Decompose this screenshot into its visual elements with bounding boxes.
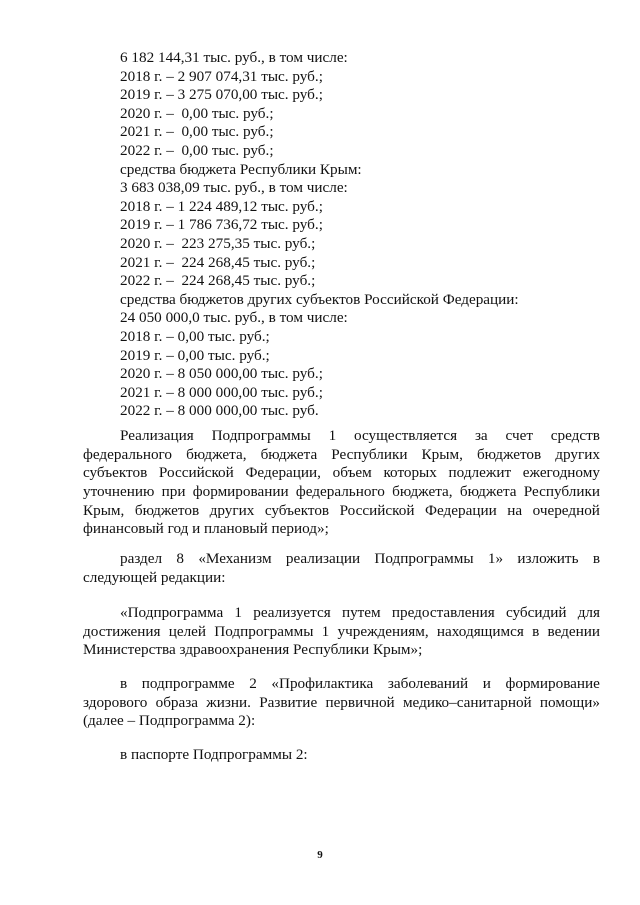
other-year-2022: 2022 г. – 8 000 000,00 тыс. руб.: [120, 402, 319, 420]
federal-year-2019: 2019 г. – 3 275 070,00 тыс. руб.;: [120, 86, 323, 104]
word: 2: [249, 675, 257, 692]
word: Федерации: [424, 501, 497, 519]
word: раздел: [120, 550, 163, 567]
funding-breakdown: [120, 49, 600, 421]
realization-paragraph: [83, 427, 600, 539]
word: осуществляется: [353, 427, 458, 444]
word: Крым,: [83, 501, 125, 519]
other-year-2021: 2021 г. – 8 000 000,00 тыс. руб.;: [120, 383, 323, 401]
word: Подпрограммы: [374, 550, 474, 567]
word: путем: [341, 604, 381, 621]
federal-year-2020: 2020 г. – 0,00 тыс. руб.;: [120, 104, 274, 122]
word: 1: [328, 427, 337, 444]
word: жизни.: [206, 693, 251, 711]
paragraph-line: [83, 446, 600, 465]
word: бюджета: [260, 445, 318, 463]
word: заболеваний: [387, 675, 469, 692]
paragraph-line: Министерства здравоохранения Республики Крым»;: [83, 641, 423, 659]
page-number: 9: [317, 849, 323, 861]
section8-paragraph: [83, 550, 600, 587]
word: при: [161, 483, 186, 501]
other-year-2018: 2018 г. – 0,00 тыс. руб.;: [120, 327, 270, 345]
word: 8: [176, 550, 185, 567]
paragraph-line: [83, 502, 600, 521]
federal-total: 6 182 144,31 тыс. руб., в том числе:: [120, 49, 348, 66]
paragraph-line: [83, 427, 600, 446]
word: Развитие: [259, 693, 318, 711]
paragraph-line: [83, 483, 600, 502]
word: средств: [550, 427, 600, 444]
word: субъектов: [264, 501, 330, 519]
word: «Профилактика: [271, 675, 374, 692]
word: в: [532, 622, 540, 640]
paragraph-line: (далее – Подпрограмма 2):: [83, 712, 256, 730]
crimea-year-2019: 2019 г. – 1 786 736,72 тыс. руб.;: [120, 216, 323, 234]
word: Республики: [523, 483, 600, 501]
crimea-year-2020: 2020 г. – 223 275,35 тыс. руб.;: [120, 234, 316, 252]
word: для: [577, 604, 600, 621]
crimea-total: 3 683 038,09 тыс. руб., в том числе:: [120, 179, 348, 197]
word: за: [474, 427, 488, 444]
word: Подпрограммы: [211, 427, 311, 444]
word: реализуется: [253, 604, 331, 621]
word: бюджетов: [476, 445, 542, 463]
word: медико–санитарной: [402, 693, 532, 711]
word: подпрограмме: [141, 675, 235, 692]
word: предоставления: [391, 604, 495, 621]
word: образа: [155, 693, 198, 711]
word: других: [555, 445, 600, 463]
word: Российской: [339, 501, 415, 519]
word: субъектов: [83, 464, 148, 482]
word: очередной: [532, 501, 600, 519]
word: Реализация: [120, 427, 194, 444]
federal-year-2018: 2018 г. – 2 907 074,31 тыс. руб.;: [120, 67, 323, 85]
paragraph-line: следующей редакции:: [83, 568, 226, 586]
crimea-year-2018: 2018 г. – 1 224 489,12 тыс. руб.;: [120, 197, 323, 215]
word: 1: [234, 604, 243, 621]
word: реализации: [285, 550, 361, 567]
word: изложить: [517, 550, 579, 567]
word: уточнению: [83, 483, 155, 501]
word: учреждениям,: [337, 622, 429, 640]
word: здорового: [83, 693, 148, 711]
word: Республики: [331, 445, 408, 463]
paragraph-line: в паспорте Подпрограммы 2:: [120, 746, 308, 763]
word: на: [507, 501, 523, 519]
word: Российской: [158, 464, 234, 482]
other-year-2019: 2019 г. – 0,00 тыс. руб.;: [120, 346, 270, 364]
federal-year-2021: 2021 г. – 0,00 тыс. руб.;: [120, 123, 274, 141]
other-year-2020: 2020 г. – 8 050 000,00 тыс. руб.;: [120, 365, 323, 383]
word: бюджета,: [392, 483, 453, 501]
word: первичной: [325, 693, 395, 711]
paragraph-line: финансовый год и плановый период»;: [83, 520, 329, 538]
subprogram2-paragraph: [83, 675, 600, 731]
word: в: [120, 675, 128, 692]
word: бюджета,: [186, 445, 247, 463]
word: в: [592, 550, 600, 567]
word: помощи»: [539, 693, 600, 711]
word: подлежит: [448, 464, 512, 482]
word: счет: [505, 427, 533, 444]
word: федерального: [295, 483, 385, 501]
subsidies-paragraph: [83, 604, 600, 660]
paragraph-line: [83, 623, 600, 642]
word: субсидий: [505, 604, 567, 621]
word: Крым,: [421, 445, 463, 463]
word: которых: [383, 464, 437, 482]
crimea-heading: средства бюджета Республики Крым:: [120, 160, 362, 178]
other-heading: средства бюджетов других субъектов Российской Федерации:: [120, 290, 519, 308]
word: достижения: [83, 622, 161, 640]
passport-paragraph: [83, 746, 600, 765]
word: формировании: [192, 483, 289, 501]
word: 1: [321, 622, 330, 640]
crimea-year-2022: 2022 г. – 224 268,45 тыс. руб.;: [120, 272, 316, 290]
paragraph-line: [83, 604, 600, 623]
word: федерального: [83, 445, 172, 463]
word: «Подпрограмма: [120, 604, 224, 621]
paragraph-line: [83, 675, 600, 694]
word: бюджетов: [134, 501, 200, 519]
paragraph-line: [83, 464, 600, 483]
word: ведении: [547, 622, 600, 640]
word: Подпрограммы: [214, 622, 314, 640]
crimea-year-2021: 2021 г. – 224 268,45 тыс. руб.;: [120, 253, 316, 271]
word: других: [209, 501, 255, 519]
word: бюджета: [459, 483, 517, 501]
word: формирование: [505, 675, 600, 692]
word: и: [482, 675, 491, 692]
word: целей: [168, 622, 207, 640]
word: находящимся: [436, 622, 524, 640]
word: 1»: [487, 550, 504, 567]
word: Федерации,: [245, 464, 321, 482]
paragraph-line: [83, 694, 600, 713]
word: «Механизм: [198, 550, 272, 567]
word: объем: [332, 464, 372, 482]
federal-year-2022: 2022 г. – 0,00 тыс. руб.;: [120, 141, 274, 159]
word: ежегодному: [522, 464, 600, 482]
other-total: 24 050 000,0 тыс. руб., в том числе:: [120, 309, 348, 327]
paragraph-line: [83, 550, 600, 569]
